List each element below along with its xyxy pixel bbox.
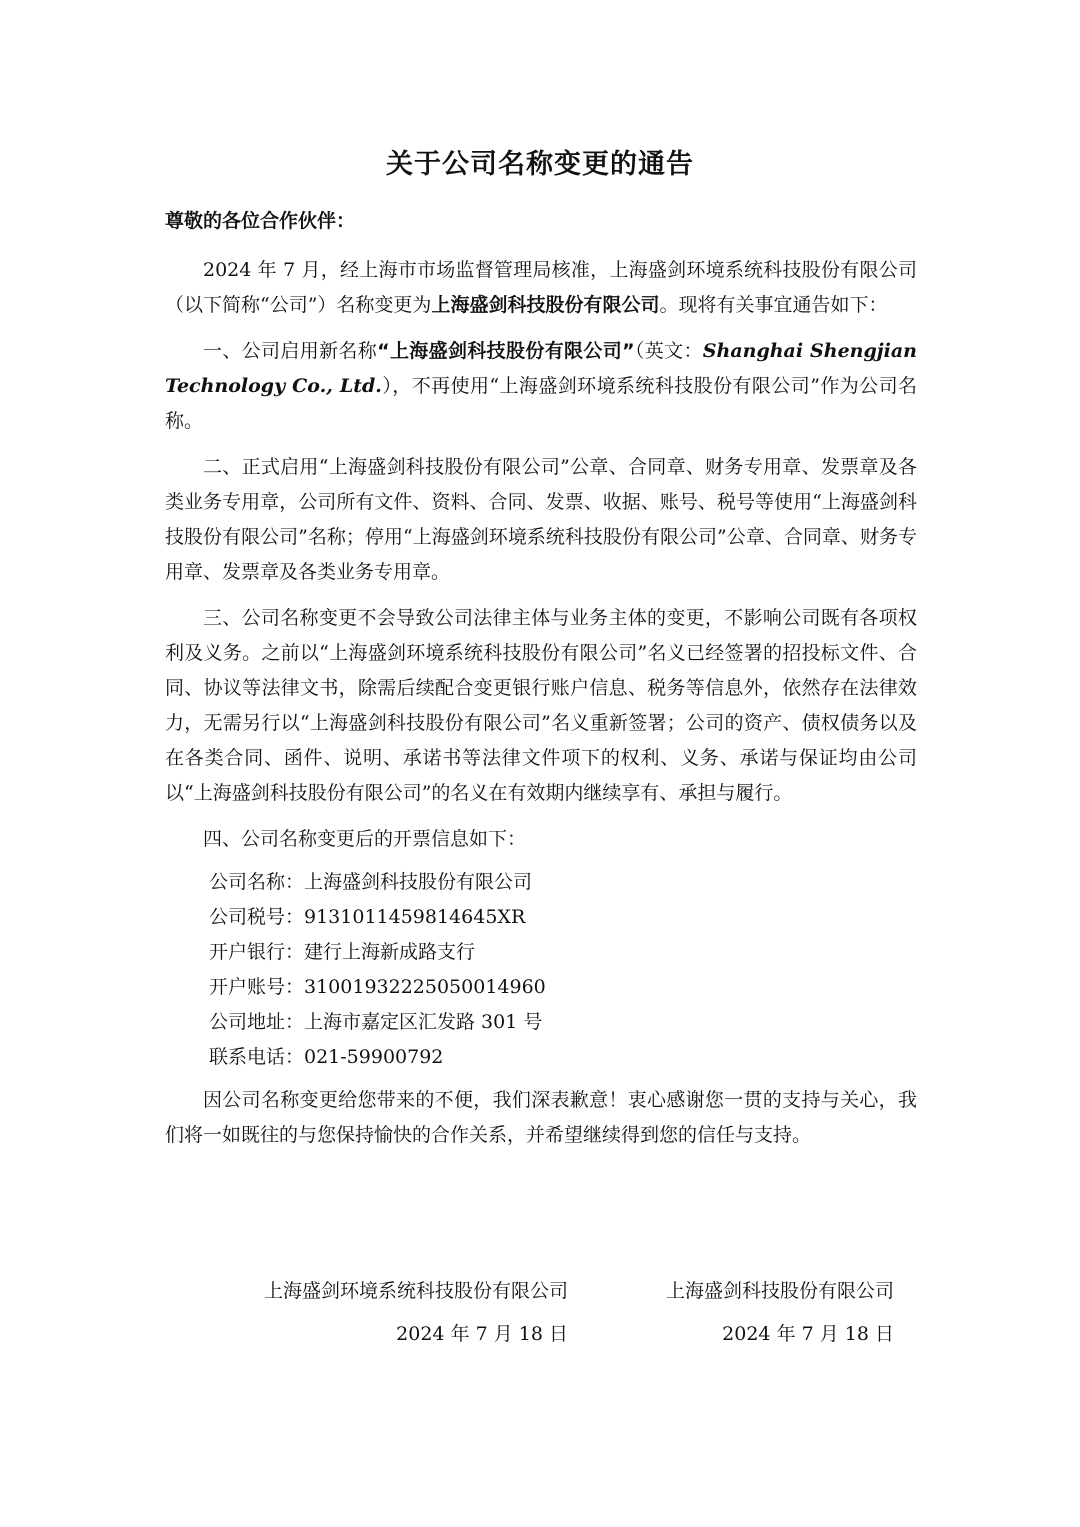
invoice-tax-number: 公司税号：9131011459814645XR: [209, 906, 526, 928]
invoice-bank: 开户银行：建行上海新成路支行: [209, 941, 476, 963]
item-1-new-name: “上海盛剑科技股份有限公司”: [377, 340, 635, 362]
salutation: 尊敬的各位合作伙伴：: [165, 210, 356, 232]
closing-paragraph: 因公司名称变更给您带来的不便，我们深表歉意！衷心感谢您一贯的支持与关心，我们将一如既往的与您保持愉快的合作关系，并希望继续得到您的信任与支持。: [165, 1089, 917, 1146]
invoice-phone: 联系电话：021-59900792: [209, 1046, 444, 1068]
item-1-text-b: （英文：: [634, 340, 703, 362]
invoice-company-name: 公司名称：上海盛剑科技股份有限公司: [209, 871, 533, 893]
signature-new-company: [666, 1276, 894, 1346]
signature-old-company-name: 上海盛剑环境系统科技股份有限公司: [263, 1280, 568, 1302]
item-1-paragraph: [165, 334, 917, 439]
invoice-account-number: 开户账号：31001932225050014960: [209, 976, 546, 998]
invoice-address: 公司地址：上海市嘉定区汇发路 301 号: [209, 1011, 543, 1033]
item-2-paragraph: 二、正式启用“上海盛剑科技股份有限公司”公章、合同章、财务专用章、发票章及各类业务专用章，公司所有文件、资料、合同、发票、收据、账号、税号等使用“上海盛剑科技股份有限公司”名称；停用“上海盛剑环境系统科技股份有限公司”公章、合同章、财务专用章、发票章及各类业务专用章。: [165, 456, 917, 583]
english-company-name: Shanghai Shengjian Technology Co., Ltd.: [165, 340, 917, 397]
item-3-paragraph: 三、公司名称变更不会导致公司法律主体与业务主体的变更，不影响公司既有各项权利及义务。之前以“上海盛剑环境系统科技股份有限公司”名义已经签署的招投标文件、合同、协议等法律文书，除需后续配合变更银行账户信息、税务等信息外，依然存在法律效力，无需另行以“上海盛剑科技股份有限公司”名义重新签署；公司的资产、债权债务以及在各类合同、函件、说明、承诺书等法律文件项下的权利、义务、承诺与保证均由公司以“上海盛剑科技股份有限公司”的名义在有效期内继续享有、承担与履行。: [165, 607, 917, 804]
signature-old-company: [264, 1276, 568, 1346]
item-1-text-c: ），不再使用“上海盛剑环境系统科技股份有限公司”作为公司名称。: [165, 375, 917, 432]
new-company-name-bold: 上海盛剑科技股份有限公司: [431, 294, 660, 316]
intro-text-a: 2024 年 7 月，经上海市市场监督管理局核准，上海盛剑环境系统科技股份有限公司（以下简称“公司”）名称变更为: [165, 259, 917, 316]
intro-text-b: 。现将有关事宜通告如下：: [659, 294, 888, 316]
signature-old-company-date: 2024 年 7 月 18 日: [396, 1323, 568, 1345]
document-body: [165, 253, 917, 1153]
document-title: 关于公司名称变更的通告: [386, 149, 694, 180]
signature-new-company-date: 2024 年 7 月 18 日: [722, 1323, 894, 1345]
item-1-text-a: 一、公司启用新名称: [203, 340, 378, 362]
signature-new-company-name: 上海盛剑科技股份有限公司: [665, 1280, 894, 1302]
intro-paragraph: [165, 253, 917, 323]
invoice-info-list: [165, 865, 917, 1075]
item-4-paragraph: 四、公司名称变更后的开票信息如下：: [203, 828, 527, 850]
